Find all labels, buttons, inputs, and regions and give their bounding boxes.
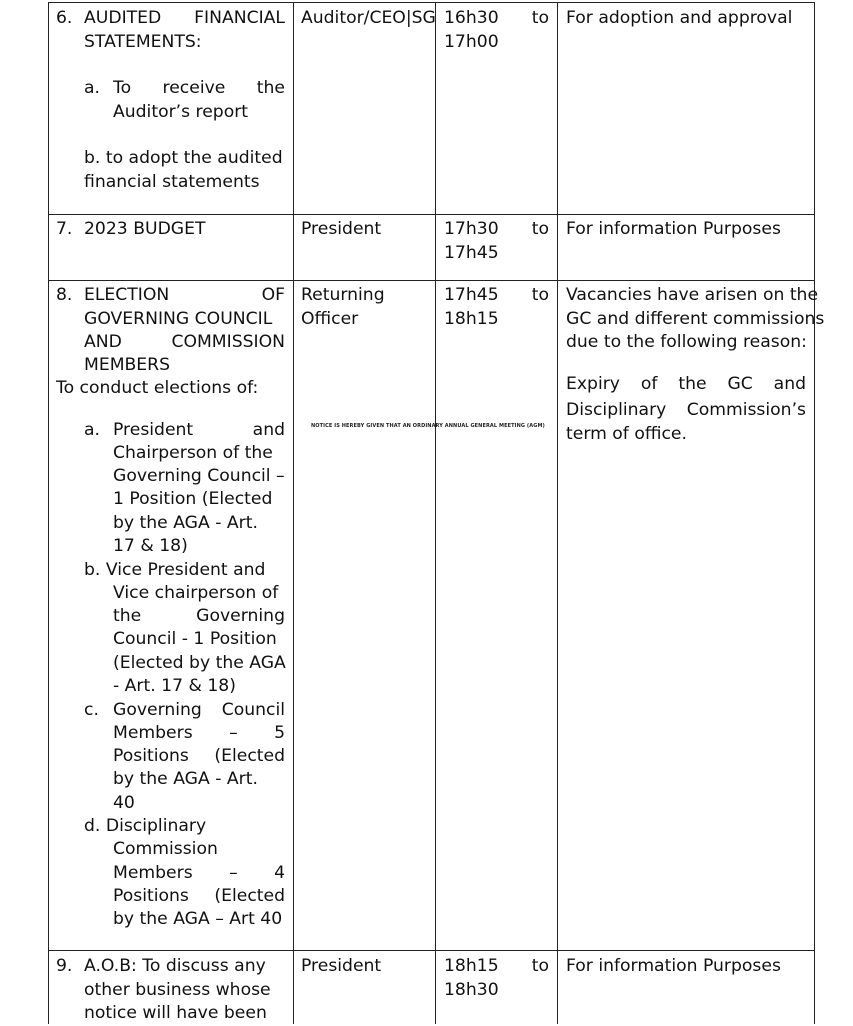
subitem-text bbox=[113, 862, 285, 886]
item-title bbox=[84, 331, 285, 355]
subitem-text bbox=[113, 699, 285, 723]
item-title: 2023 BUDGET bbox=[84, 219, 206, 239]
time-end: 17h00 bbox=[444, 32, 499, 52]
word: (Elected bbox=[214, 886, 285, 906]
subitem-text: (Elected by the AGA bbox=[113, 653, 286, 673]
time-to: to bbox=[531, 285, 549, 305]
word: (Elected bbox=[214, 746, 285, 766]
table-border-top bbox=[48, 2, 814, 3]
responsible-cell: President bbox=[301, 956, 382, 976]
subitem-text: financial statements bbox=[84, 172, 260, 192]
row-divider bbox=[48, 950, 814, 951]
column-divider bbox=[557, 2, 558, 1024]
word: COMMISSION bbox=[171, 332, 285, 352]
responsible-cell: President bbox=[301, 219, 382, 239]
subitem-text bbox=[113, 77, 285, 101]
time-cell bbox=[444, 7, 549, 31]
remarks-cell: term of office. bbox=[566, 424, 687, 444]
remarks-cell bbox=[566, 373, 806, 397]
remarks-cell: Vacancies have arisen on the bbox=[566, 285, 819, 305]
word: OF bbox=[261, 285, 285, 305]
subitem-text: b. Vice President and bbox=[84, 560, 266, 580]
subitem-text bbox=[113, 722, 285, 746]
subitem-text: Auditor’s report bbox=[113, 102, 249, 122]
item-title bbox=[84, 7, 285, 31]
subitem-text bbox=[113, 745, 285, 769]
subitem-text: Chairperson of the bbox=[113, 443, 273, 463]
responsible-cell: Officer bbox=[301, 309, 359, 329]
time-start: 17h45 bbox=[444, 285, 499, 305]
column-divider bbox=[293, 2, 294, 1024]
word: Members bbox=[113, 863, 193, 883]
subitem-text: Governing Council – bbox=[113, 466, 285, 486]
time-start: 17h30 bbox=[444, 219, 499, 239]
word: To bbox=[113, 78, 132, 98]
time-end: 18h30 bbox=[444, 980, 499, 1000]
remarks-cell: For information Purposes bbox=[566, 219, 781, 239]
word: receive bbox=[162, 78, 226, 98]
word: Council bbox=[221, 700, 285, 720]
item-number: 9. bbox=[56, 956, 73, 976]
word: Governing bbox=[113, 700, 202, 720]
subitem-text: Vice chairperson of bbox=[113, 583, 279, 603]
subitem-text: - Art. 17 & 18) bbox=[113, 676, 236, 696]
item-title bbox=[84, 284, 285, 308]
remarks-cell: GC and different commissions bbox=[566, 309, 825, 329]
word: Members bbox=[113, 723, 193, 743]
time-start: 16h30 bbox=[444, 8, 499, 28]
word: the bbox=[678, 374, 707, 394]
item-title: A.O.B: To discuss any bbox=[84, 956, 266, 976]
overlay-note: NOTICE IS HEREBY GIVEN THAT AN ORDINARY ANNUAL GENERAL MEETING (AGM) bbox=[311, 423, 545, 429]
word: the bbox=[113, 606, 142, 626]
word: Commission’s bbox=[686, 400, 806, 420]
subitem-text: by the AGA - Art. bbox=[113, 769, 258, 789]
word: Expiry bbox=[566, 374, 620, 394]
word: 5 bbox=[274, 723, 285, 743]
row-divider bbox=[48, 280, 814, 281]
word: the bbox=[256, 78, 285, 98]
item-number: 7. bbox=[56, 219, 73, 239]
time-end: 17h45 bbox=[444, 243, 499, 263]
item-number: 8. bbox=[56, 285, 73, 305]
word: and bbox=[252, 420, 285, 440]
responsible-cell: Auditor/CEO|SG bbox=[301, 8, 436, 28]
subitem-text: Commission bbox=[113, 839, 218, 859]
subitem-text bbox=[113, 885, 285, 909]
column-divider bbox=[435, 2, 436, 1024]
word: ELECTION bbox=[84, 285, 170, 305]
subitem-text: d. Disciplinary bbox=[84, 816, 207, 836]
word: – bbox=[229, 723, 238, 743]
word: AND bbox=[84, 332, 122, 352]
subitem-text bbox=[113, 419, 285, 443]
word: GC bbox=[727, 374, 753, 394]
item-title: other business whose bbox=[84, 980, 271, 1000]
word: and bbox=[773, 374, 806, 394]
remarks-cell: due to the following reason: bbox=[566, 332, 807, 352]
time-start: 18h15 bbox=[444, 956, 499, 976]
remarks-cell: For information Purposes bbox=[566, 956, 781, 976]
time-cell bbox=[444, 218, 549, 242]
time-cell bbox=[444, 284, 549, 308]
item-intro: To conduct elections of: bbox=[56, 378, 259, 398]
subitem-text: 17 & 18) bbox=[113, 536, 188, 556]
subitem-text bbox=[113, 605, 285, 629]
column-divider bbox=[48, 2, 49, 1024]
time-end: 18h15 bbox=[444, 309, 499, 329]
row-divider bbox=[48, 214, 814, 215]
subitem-text: b. to adopt the audited bbox=[84, 148, 283, 168]
word: Disciplinary bbox=[566, 400, 667, 420]
word: FINANCIAL bbox=[194, 8, 285, 28]
subitem-text: by the AGA - Art. bbox=[113, 513, 258, 533]
time-to: to bbox=[531, 219, 549, 239]
time-to: to bbox=[531, 8, 549, 28]
word: – bbox=[229, 863, 238, 883]
word: Positions bbox=[113, 746, 189, 766]
word: of bbox=[640, 374, 658, 394]
subitem-text: by the AGA – Art 40 bbox=[113, 909, 283, 929]
column-divider bbox=[814, 2, 815, 1024]
item-title: notice will have been bbox=[84, 1003, 267, 1023]
subitem-text: 40 bbox=[113, 793, 135, 813]
time-to: to bbox=[531, 956, 549, 976]
item-title: STATEMENTS: bbox=[84, 32, 202, 52]
responsible-cell: Returning bbox=[301, 285, 385, 305]
word: Positions bbox=[113, 886, 189, 906]
word: Governing bbox=[196, 606, 285, 626]
subitem-text: 1 Position (Elected bbox=[113, 489, 273, 509]
subitem-label: c. bbox=[84, 700, 99, 720]
subitem-label: a. bbox=[84, 420, 100, 440]
subitem-label: a. bbox=[84, 78, 100, 98]
remarks-cell bbox=[566, 399, 806, 423]
time-cell bbox=[444, 955, 549, 979]
remarks-cell: For adoption and approval bbox=[566, 8, 793, 28]
word: AUDITED bbox=[84, 8, 162, 28]
item-title: GOVERNING COUNCIL bbox=[84, 309, 273, 329]
item-number: 6. bbox=[56, 8, 73, 28]
word: President bbox=[113, 420, 194, 440]
word: 4 bbox=[274, 863, 285, 883]
subitem-text: Council - 1 Position bbox=[113, 629, 277, 649]
item-title: MEMBERS bbox=[84, 355, 171, 375]
